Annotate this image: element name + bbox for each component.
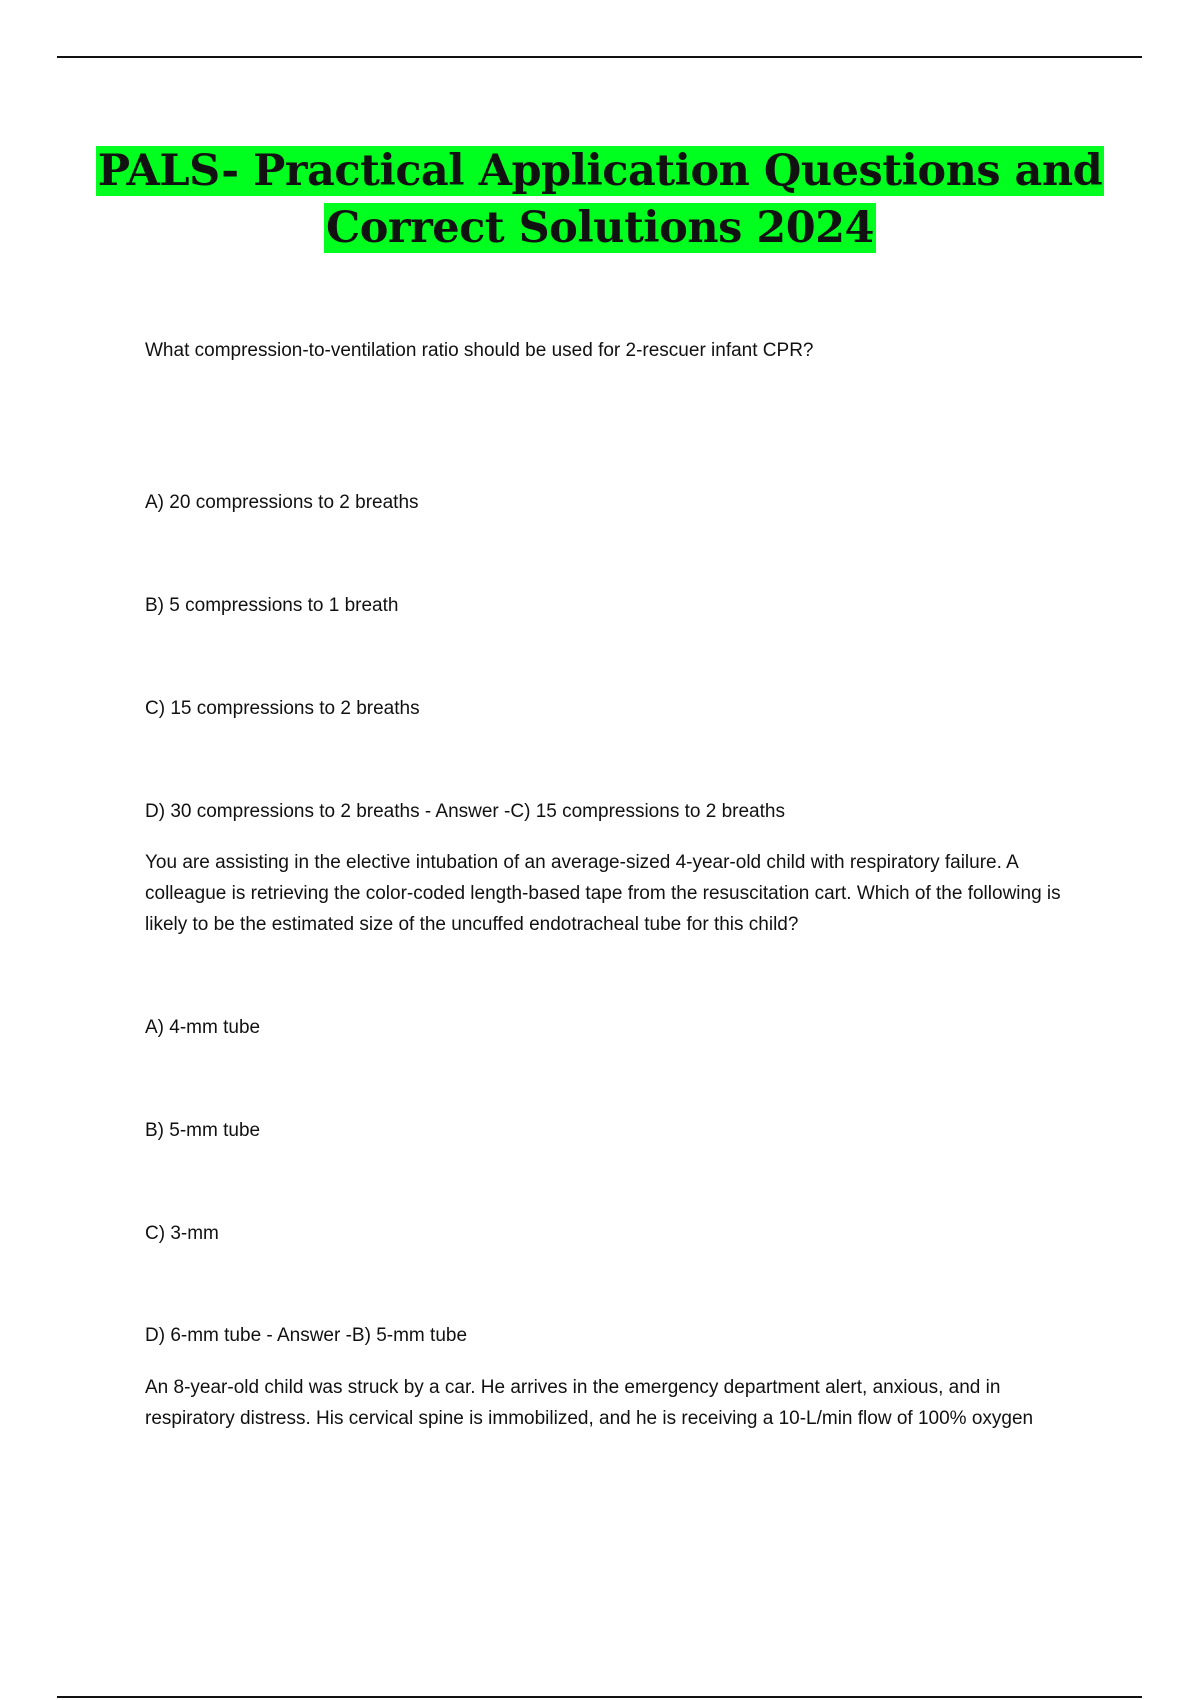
document-title (0, 143, 1200, 257)
question-1-option-b: B) 5 compressions to 1 breath (145, 595, 399, 616)
title-line-1: PALS- Practical Application Questions and (97, 146, 1103, 196)
question-2-option-d-answer: D) 6-mm tube - Answer -B) 5-mm tube (145, 1325, 468, 1346)
bottom-rule (57, 1696, 1142, 1698)
question-2-option-c: C) 3-mm (145, 1223, 219, 1244)
question-2-option-a: A) 4-mm tube (145, 1017, 261, 1038)
top-rule (57, 56, 1142, 58)
question-3-text: An 8-year-old child was struck by a car. He arrives in the emergency department alert, anxious, and in respiratory distress. His cervical spine is immobilized, and he is receiving a 10-L/min flow of 100% oxygen (145, 1377, 1034, 1429)
title-line-2: Correct Solutions 2024 (326, 203, 874, 253)
question-1-option-a: A) 20 compressions to 2 breaths (145, 492, 419, 513)
question-2-option-b: B) 5-mm tube (145, 1120, 261, 1141)
question-1-option-d-answer: D) 30 compressions to 2 breaths - Answer -C) 15 compressions to 2 breaths (145, 801, 785, 822)
question-1-text: What compression-to-ventilation ratio should be used for 2-rescuer infant CPR? (145, 340, 814, 361)
question-1-option-c: C) 15 compressions to 2 breaths (145, 698, 420, 719)
question-2-text: You are assisting in the elective intubation of an average-sized 4-year-old child with respiratory failure. A colleague is retrieving the color-coded length-based tape from the resuscitation cart. Which of the following is likely to be the estimated size of the uncuffed endotracheal tube for this child? (145, 852, 1061, 935)
